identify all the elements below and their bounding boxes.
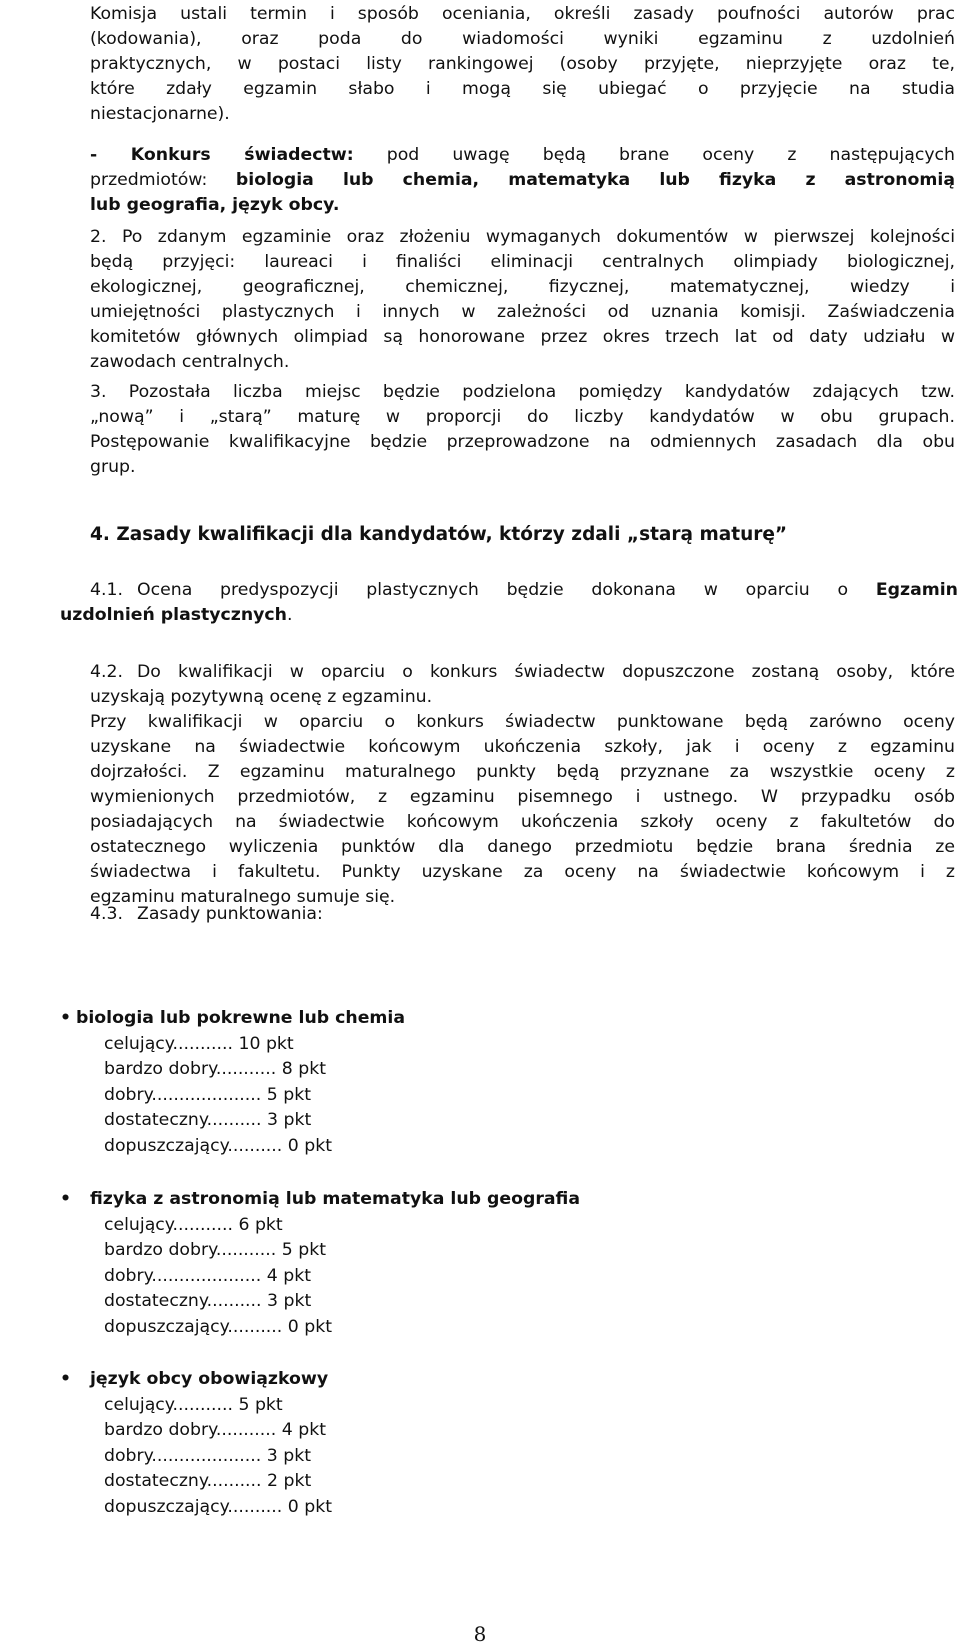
konkurs-text: przedmiotów:	[90, 170, 236, 190]
konkurs-subjects: biologia lub chemia, matematyka lub fizyka z astronomią	[235, 170, 955, 190]
intro-paragraph	[90, 2, 955, 127]
score-line: celujący........... 5 pkt	[104, 1395, 283, 1415]
section-number: 4.2.	[90, 662, 123, 682]
paragraph-line: umiejętności plastycznych i innych w zależności od uznania komisji. Zaświadczenia	[90, 302, 955, 322]
score-line: bardzo dobry........... 4 pkt	[104, 1420, 327, 1440]
egzamin-label: Egzamin	[875, 580, 958, 600]
paragraph-line: Komisja ustali termin i sposób oceniania, określi zasady poufności autorów prac	[90, 4, 955, 24]
scoring-group-title: fizyka z astronomią lub matematyka lub geografia	[90, 1189, 580, 1209]
section-title: Zasady punktowania:	[137, 904, 323, 924]
point-2-paragraph	[90, 225, 955, 375]
section-line: Do kwalifikacji w oparciu o konkurs świadectw dopuszczone zostaną osoby, które	[137, 662, 955, 682]
section-text: .	[286, 605, 293, 625]
paragraph-line: które zdały egzamin słabo i mogą się ubiegać o przyjęcie na studia	[90, 79, 955, 99]
page-number: 8	[473, 1622, 487, 1646]
section-line: wymienionych przedmiotów, z egzaminu pisemnego i ustnego. W przypadku osób	[90, 787, 955, 807]
score-line: celujący........... 6 pkt	[104, 1215, 283, 1235]
paragraph-line: grup.	[90, 457, 136, 477]
paragraph-line: 2. Po zdanym egzaminie oraz złożeniu wymaganych dokumentów w pierwszej kolejności	[90, 227, 955, 247]
section-line: ostatecznego wyliczenia punktów dla danego przedmiotu będzie brana średnia ze	[90, 837, 955, 857]
paragraph-line: komitetów głównych olimpiad są honorowane przez okres trzech lat od daty udziału w	[90, 327, 955, 347]
score-line: dostateczny.......... 3 pkt	[104, 1110, 312, 1130]
konkurs-line	[90, 143, 955, 168]
section-number: 4.3.	[90, 904, 123, 924]
konkurs-line	[90, 193, 955, 218]
section-line: egzaminu maturalnego sumuje się.	[90, 887, 396, 907]
section-line	[60, 603, 292, 628]
paragraph-line: zawodach centralnych.	[90, 352, 290, 372]
paragraph-line: niestacjonarne).	[90, 104, 230, 124]
score-line: bardzo dobry........... 8 pkt	[104, 1059, 327, 1079]
section-line: Przy kwalifikacji w oparciu o konkurs świadectw punktowane będą zarówno oceny	[90, 712, 955, 732]
konkurs-line	[90, 168, 955, 193]
score-line: dostateczny.......... 2 pkt	[104, 1471, 312, 1491]
egzamin-label-cont: uzdolnień plastycznych	[60, 605, 287, 625]
score-line: bardzo dobry........... 5 pkt	[104, 1240, 327, 1260]
bullet-icon: •	[60, 1189, 72, 1209]
score-line: dopuszczający.......... 0 pkt	[104, 1497, 333, 1517]
paragraph-line: Postępowanie kwalifikacyjne będzie przeprowadzone na odmiennych zasadach dla obu	[90, 432, 955, 452]
konkurs-label: - Konkurs świadectw:	[90, 145, 354, 165]
section-text: Ocena predyspozycji plastycznych będzie dokonana w oparciu o	[137, 580, 876, 600]
paragraph-line: praktycznych, w postaci listy rankingowej (osoby przyjęte, nieprzyjęte oraz te,	[90, 54, 955, 74]
section-line: posiadających na świadectwie końcowym ukończenia szkoły oceny z fakultetów do	[90, 812, 955, 832]
bullet-icon: •	[60, 1008, 72, 1028]
section-number: 4.1.	[90, 580, 123, 600]
score-line: dobry.................... 5 pkt	[104, 1085, 311, 1105]
konkurs-text: pod uwagę będą brane oceny z następujących	[353, 145, 955, 165]
score-line: celujący........... 10 pkt	[104, 1034, 294, 1054]
paragraph-line: (kodowania), oraz poda do wiadomości wyniki egzaminu z uzdolnień	[90, 29, 955, 49]
konkurs-swiadectw-paragraph	[90, 143, 955, 218]
section-4-heading: 4. Zasady kwalifikacji dla kandydatów, którzy zdali „starą maturę”	[90, 524, 788, 545]
konkurs-subjects: lub geografia, język obcy.	[90, 195, 340, 215]
section-line	[137, 578, 958, 603]
section-line: dojrzałości. Z egzaminu maturalnego punkty będą przyznane za wszystkie oceny z	[90, 762, 955, 782]
point-3-paragraph	[90, 380, 955, 480]
score-line: dobry.................... 4 pkt	[104, 1266, 311, 1286]
paragraph-line: ekologicznej, geograficznej, chemicznej, fizycznej, matematycznej, wiedzy i	[90, 277, 955, 297]
score-line: dopuszczający.......... 0 pkt	[104, 1317, 333, 1337]
scoring-group-title: język obcy obowiązkowy	[90, 1369, 329, 1389]
score-line: dostateczny.......... 3 pkt	[104, 1291, 312, 1311]
paragraph-line: będą przyjęci: laureaci i finaliści eliminacji centralnych olimpiady biologicznej,	[90, 252, 955, 272]
section-line: świadectwa i fakultetu. Punkty uzyskane za oceny na świadectwie końcowym i z	[90, 862, 955, 882]
section-line: uzyskają pozytywną ocenę z egzaminu.	[90, 687, 433, 707]
scoring-group-title: biologia lub pokrewne lub chemia	[76, 1008, 406, 1028]
paragraph-line: 3. Pozostała liczba miejsc będzie podzielona pomiędzy kandydatów zdających tzw.	[90, 382, 955, 402]
section-line: uzyskane na świadectwie końcowym ukończenia szkoły, jak i oceny z egzaminu	[90, 737, 955, 757]
bullet-icon: •	[60, 1369, 72, 1389]
score-line: dopuszczający.......... 0 pkt	[104, 1136, 333, 1156]
score-line: dobry.................... 3 pkt	[104, 1446, 311, 1466]
paragraph-line: „nową” i „starą” maturę w proporcji do liczby kandydatów w obu grupach.	[90, 407, 955, 427]
